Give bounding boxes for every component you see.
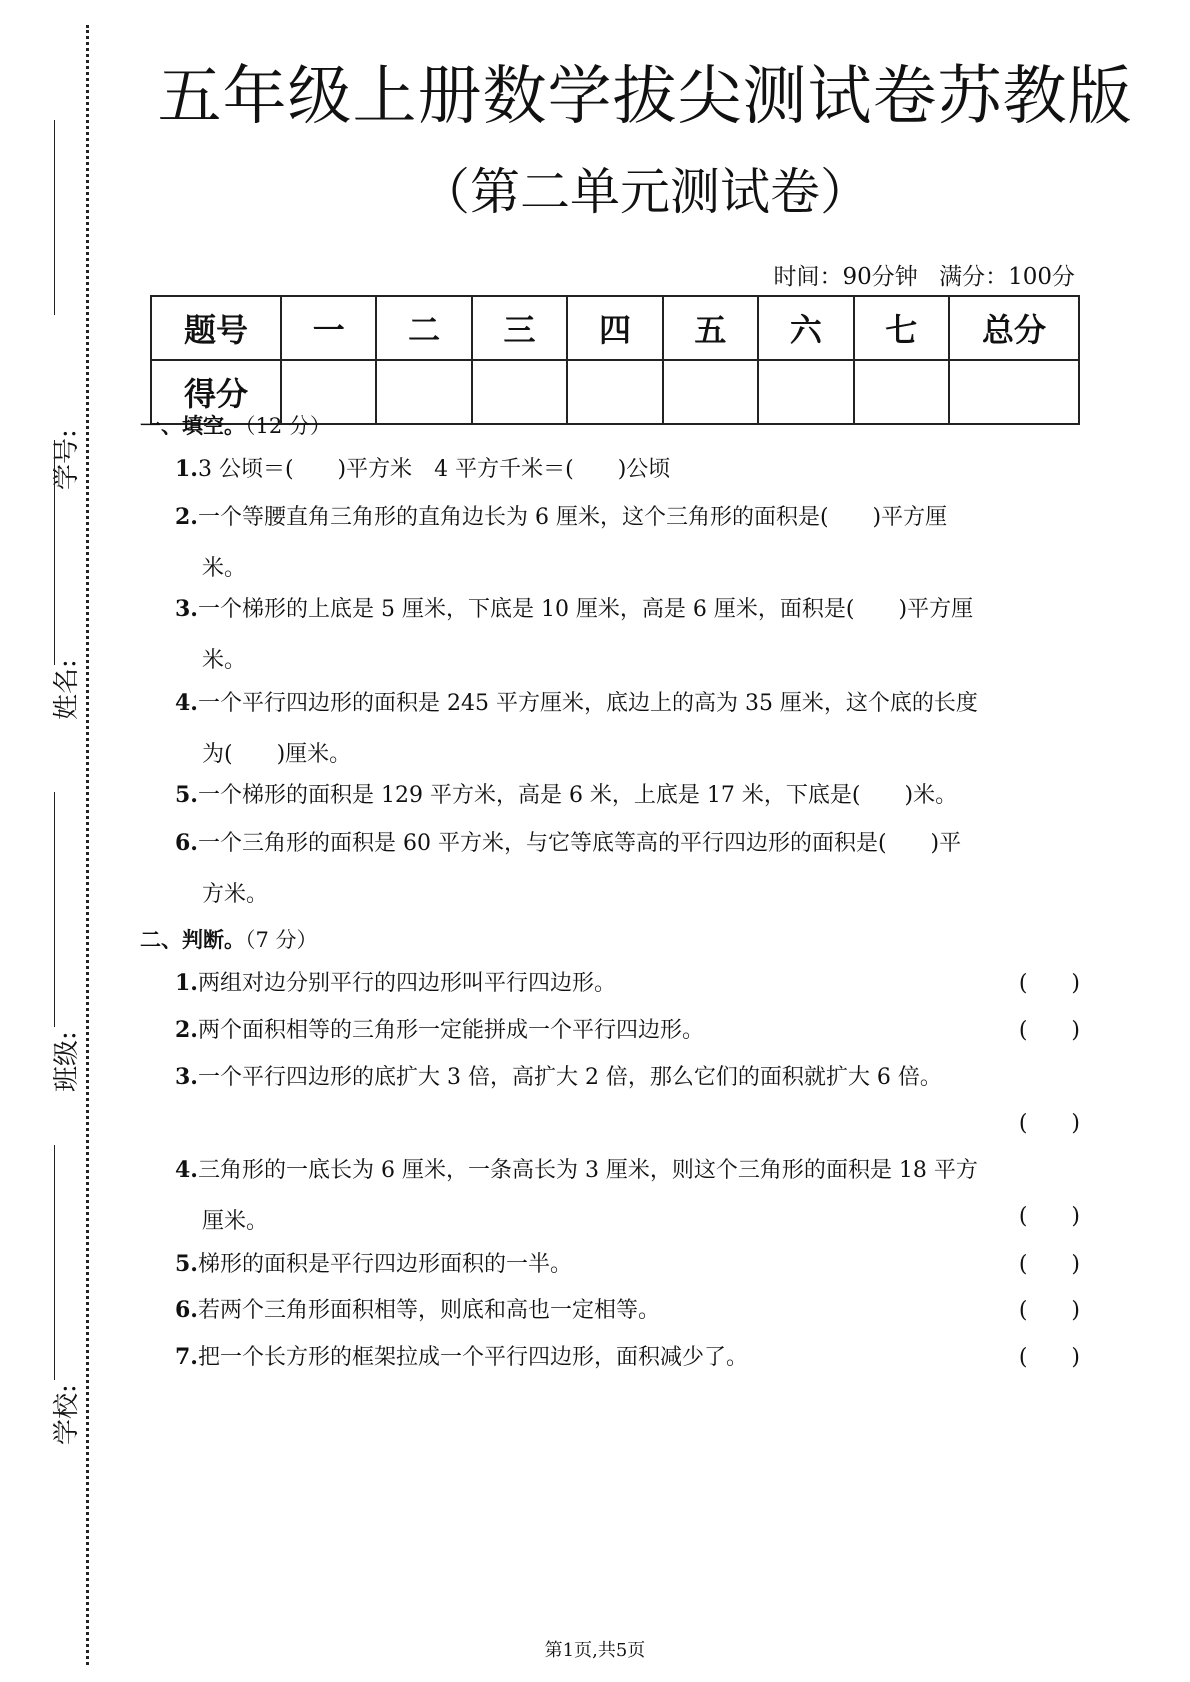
answer-paren[interactable]: ( ) bbox=[1018, 1111, 1080, 1136]
score-header-cell: 一 bbox=[281, 296, 376, 360]
score-cell[interactable] bbox=[758, 360, 853, 424]
school-blank[interactable] bbox=[54, 1145, 55, 1380]
section2-heading bbox=[140, 924, 318, 954]
judge-question bbox=[175, 1332, 1080, 1383]
question-number: 7. bbox=[175, 1344, 198, 1370]
cut-line bbox=[86, 25, 89, 1665]
section2-title: 二、判断。 bbox=[140, 927, 245, 952]
score-header-cell: 四 bbox=[567, 296, 662, 360]
name-field[interactable] bbox=[18, 440, 82, 730]
score-cell[interactable] bbox=[663, 360, 758, 424]
answer-paren[interactable]: ( ) bbox=[1018, 1018, 1080, 1043]
question-number: 2. bbox=[175, 504, 198, 530]
question-text: 一个三角形的面积是 60 平方米，与它等底等高的平行四边形的面积是( )平 bbox=[197, 831, 962, 856]
question-number: 4. bbox=[175, 690, 198, 716]
judge-question bbox=[175, 1285, 1080, 1336]
question-continuation: 米。 bbox=[202, 648, 247, 673]
question-text: 一个平行四边形的面积是 245 平方厘米，底边上的高为 35 厘米，这个底的长度 bbox=[197, 691, 978, 716]
binding-margin bbox=[0, 0, 100, 1682]
question-text: 3 公顷＝( )平方米 4 平方千米＝( )公顷 bbox=[197, 457, 671, 482]
question-text: 三角形的一底长为 6 厘米，一条高长为 3 厘米，则这个三角形的面积是 18 平方 bbox=[197, 1158, 978, 1183]
score-cell[interactable] bbox=[472, 360, 567, 424]
answer-paren[interactable]: ( ) bbox=[1018, 971, 1080, 996]
score-cell[interactable] bbox=[567, 360, 662, 424]
answer-paren[interactable]: ( ) bbox=[1018, 1204, 1080, 1229]
score-row-label: 得分 bbox=[151, 360, 281, 424]
score-header-cell: 七 bbox=[854, 296, 949, 360]
section2-points: （7 分） bbox=[245, 928, 318, 952]
school-label: 学校: bbox=[52, 1384, 82, 1445]
question-continuation: 厘米。 bbox=[202, 1209, 269, 1234]
question-number: 1. bbox=[175, 456, 198, 482]
question-text: 一个平行四边形的底扩大 3 倍，高扩大 2 倍，那么它们的面积就扩大 6 倍。 bbox=[197, 1065, 942, 1090]
student-id-field[interactable] bbox=[18, 120, 82, 490]
fill-question bbox=[175, 678, 1080, 780]
name-blank[interactable] bbox=[54, 440, 55, 665]
question-text: 若两个三角形面积相等，则底和高也一定相等。 bbox=[197, 1298, 660, 1323]
judge-question bbox=[175, 1005, 1080, 1056]
question-text: 一个梯形的上底是 5 厘米，下底是 10 厘米，高是 6 厘米，面积是( )平方厘 bbox=[197, 597, 974, 622]
question-text: 两组对边分别平行的四边形叫平行四边形。 bbox=[197, 971, 616, 996]
score-table bbox=[150, 295, 1080, 425]
exam-meta bbox=[760, 258, 1076, 291]
question-number: 5. bbox=[175, 782, 198, 808]
class-label: 班级: bbox=[52, 1031, 82, 1092]
question-text: 把一个长方形的框架拉成一个平行四边形，面积减少了。 bbox=[197, 1345, 748, 1370]
score-header-cell: 六 bbox=[758, 296, 853, 360]
page-subtitle: （第二单元测试卷） bbox=[420, 163, 870, 221]
score-header-cell: 题号 bbox=[151, 296, 281, 360]
section1-title: 一、填空。 bbox=[140, 413, 245, 438]
judge-question bbox=[175, 1052, 1080, 1136]
full-score: 满分：100分 bbox=[939, 264, 1075, 290]
question-number: 2. bbox=[175, 1017, 198, 1043]
question-number: 4. bbox=[175, 1157, 198, 1183]
judge-question bbox=[175, 1239, 1080, 1290]
page-number: 第1页,共5页 bbox=[544, 1640, 646, 1661]
question-number: 3. bbox=[175, 596, 198, 622]
score-cell[interactable] bbox=[949, 360, 1079, 424]
question-number: 3. bbox=[175, 1064, 198, 1090]
question-number: 6. bbox=[175, 1297, 198, 1323]
judge-question bbox=[175, 1145, 1080, 1247]
time-limit: 时间：90分钟 bbox=[773, 264, 918, 290]
question-number: 1. bbox=[175, 970, 198, 996]
answer-paren[interactable]: ( ) bbox=[1018, 1252, 1080, 1277]
score-header-cell: 五 bbox=[663, 296, 758, 360]
question-continuation: 米。 bbox=[202, 556, 247, 581]
answer-paren[interactable]: ( ) bbox=[1018, 1298, 1080, 1323]
name-label: 姓名: bbox=[52, 659, 82, 720]
class-blank[interactable] bbox=[54, 792, 55, 1027]
answer-paren[interactable]: ( ) bbox=[1018, 1345, 1080, 1370]
question-continuation: 为( )厘米。 bbox=[202, 742, 352, 767]
question-continuation: 方米。 bbox=[202, 882, 269, 907]
section1-points: （12 分） bbox=[245, 414, 331, 438]
fill-question bbox=[175, 492, 1080, 594]
question-number: 5. bbox=[175, 1251, 198, 1277]
question-text: 一个梯形的面积是 129 平方米，高是 6 米，上底是 17 米，下底是( )米。 bbox=[197, 783, 958, 808]
fill-question bbox=[175, 770, 1080, 821]
judge-question bbox=[175, 958, 1080, 1009]
class-field[interactable] bbox=[18, 792, 82, 1092]
fill-question bbox=[175, 584, 1080, 686]
student-id-blank[interactable] bbox=[54, 120, 55, 315]
school-field[interactable] bbox=[18, 1145, 82, 1445]
question-text: 一个等腰直角三角形的直角边长为 6 厘米，这个三角形的面积是( )平方厘 bbox=[197, 505, 948, 530]
score-header-cell: 二 bbox=[376, 296, 471, 360]
score-header-cell: 总分 bbox=[949, 296, 1079, 360]
score-cell[interactable] bbox=[376, 360, 471, 424]
question-text: 两个面积相等的三角形一定能拼成一个平行四边形。 bbox=[197, 1018, 704, 1043]
score-header-cell: 三 bbox=[472, 296, 567, 360]
fill-question bbox=[175, 818, 1080, 920]
score-table-header-row bbox=[151, 296, 1079, 360]
question-number: 6. bbox=[175, 830, 198, 856]
section1-heading bbox=[140, 410, 331, 440]
score-cell[interactable] bbox=[854, 360, 949, 424]
student-id-label: 学号: bbox=[52, 429, 82, 490]
question-text: 梯形的面积是平行四边形面积的一半。 bbox=[197, 1252, 572, 1277]
page-title: 五年级上册数学拔尖测试卷苏教版 bbox=[157, 60, 1133, 134]
fill-question bbox=[175, 444, 1080, 495]
